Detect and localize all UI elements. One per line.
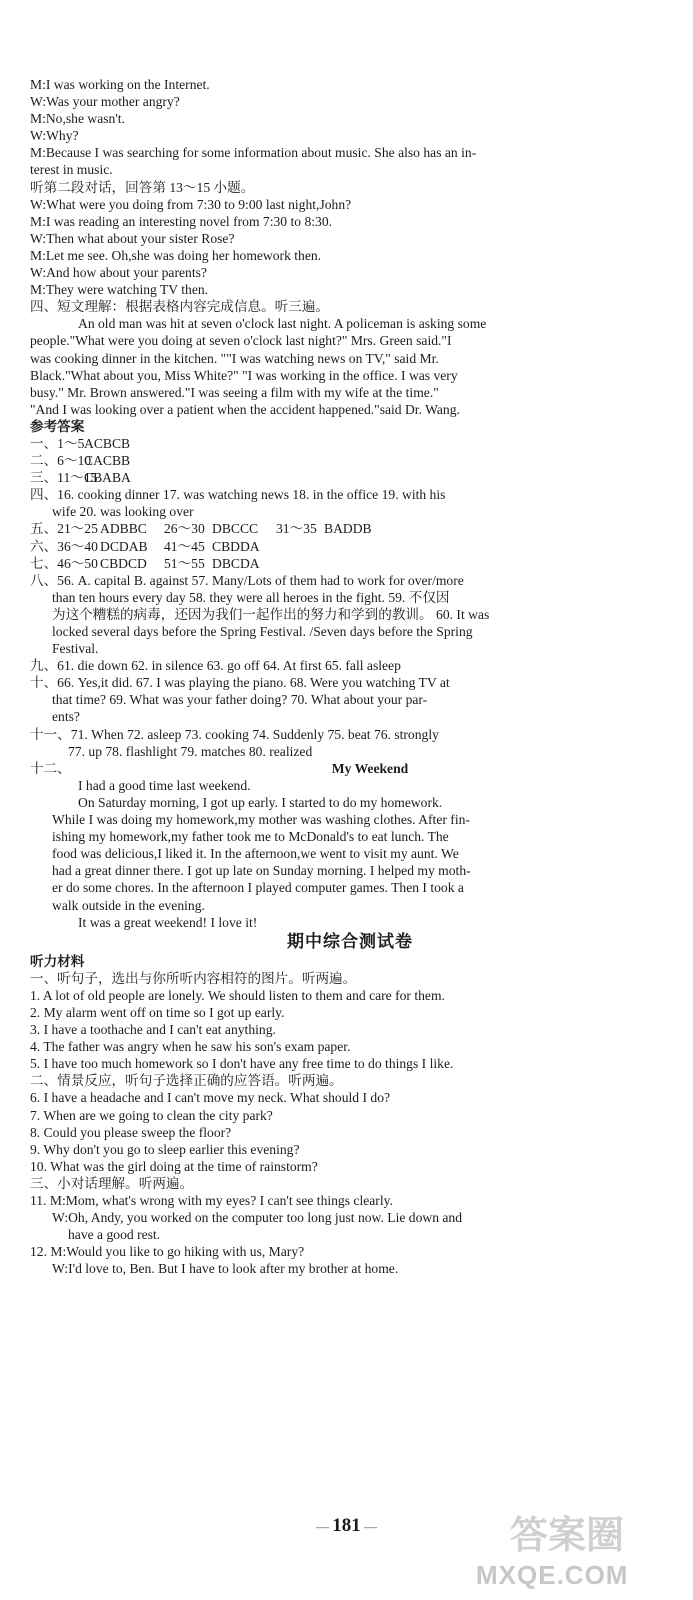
answer-row — [30, 452, 670, 469]
answer-key: ADBBC — [100, 521, 147, 537]
answer-line: 十一、71. When 72. asleep 73. cooking 74. Suddenly 75. beat 76. strongly — [30, 726, 439, 742]
listening-line: have a good rest. — [68, 1227, 161, 1243]
listening-line: 2. My alarm went off on time so I got up early. — [30, 1004, 285, 1020]
text-line: W:What were you doing from 7:30 to 9:00 last night,John? — [30, 196, 352, 212]
answer-line: 77. up 78. flashlight 79. matches 80. realized — [68, 743, 313, 759]
watermark-text: 答案圈 — [510, 1513, 625, 1557]
listening-line: 二、情景反应，听句子选择正确的应答语。听两遍。 — [30, 1073, 343, 1089]
essay-line: While I was doing my homework,my mother was washing clothes. After fin- — [52, 812, 470, 828]
page-content — [30, 76, 670, 1277]
answer-line: 十、66. Yes,it did. 67. I was playing the piano. 68. Were you watching TV at — [30, 675, 450, 691]
text-line: M:I was working on the Internet. — [30, 77, 210, 92]
text-line: M:Let me see. Oh,she was doing her homework then. — [30, 247, 322, 263]
listening-line: 9. Why don't you go to sleep earlier this evening? — [30, 1141, 300, 1157]
section-heading: 四、短文理解：根据表格内容完成信息。听三遍。 — [30, 299, 330, 315]
listening-line: 11. M:Mom, what's wrong with my eyes? I can't see things clearly. — [30, 1193, 393, 1208]
answer-line: 九、61. die down 62. in silence 63. go off 64. At first 65. fall asleep — [30, 658, 401, 674]
text-line: W:Then what about your sister Rose? — [30, 230, 235, 246]
answer-range: 31～35 — [276, 521, 317, 537]
answer-line: Festival. — [52, 641, 99, 657]
answer-line: locked several days before the Spring Festival. /Seven days before the Spring — [52, 624, 473, 639]
essay-line: er do some chores. In the afternoon I played computer games. Then I took a — [52, 880, 464, 896]
listening-line: 三、小对话理解。听两遍。 — [30, 1175, 194, 1191]
essay-line: food was delicious,I liked it. In the afternoon,we went to visit my aunt. We — [52, 846, 459, 862]
listening-line: 1. A lot of old people are lonely. We should listen to them and care for them. — [30, 987, 445, 1003]
answer-range: 三、11～15 — [30, 470, 98, 486]
text-line: M:I was reading an interesting novel from 7:30 to 8:30. — [30, 213, 333, 229]
answer-row — [30, 538, 670, 555]
text-line: M:Because I was searching for some information about music. She also has an in- — [30, 145, 477, 161]
essay-line: walk outside in the evening. — [52, 897, 205, 913]
answer-range: 26～30 — [164, 521, 205, 537]
answer-line: 四、16. cooking dinner 17. was watching news 18. in the office 19. with his — [30, 487, 446, 503]
answer-row — [30, 435, 670, 452]
essay-line: ishing my homework,my father took me to McDonald's to eat lunch. The — [52, 829, 449, 845]
answer-key: DBCDA — [212, 555, 260, 571]
watermark-logo — [470, 1500, 680, 1595]
page-footer: — 181 — — [316, 1515, 377, 1536]
answer-line: ents? — [52, 709, 80, 725]
passage-line: An old man was hit at seven o'clock last night. A policeman is asking some — [78, 316, 487, 332]
answer-key: CBDDA — [212, 538, 260, 554]
answer-line: than ten hours every day 58. they were all heroes in the fight. 59. 不仅因 — [52, 589, 450, 605]
answer-row — [30, 469, 670, 486]
text-line: terest in music. — [30, 162, 113, 178]
answer-range: 51～55 — [164, 555, 205, 571]
listening-line: 8. Could you please sweep the floor? — [30, 1124, 232, 1140]
text-line: W:Was your mother angry? — [30, 94, 180, 110]
answer-row — [30, 555, 670, 572]
listening-line: 5. I have too much homework so I don't have any free time to do things I like. — [30, 1056, 454, 1072]
text-line: W:And how about your parents? — [30, 265, 207, 281]
answer-range: 一、1～5 — [30, 435, 85, 451]
listening-line: 10. What was the girl doing at the time of rainstorm? — [30, 1158, 318, 1174]
answer-range: 41～45 — [164, 538, 205, 554]
answer-line: 为这个糟糕的病毒，还因为我们一起作出的努力和学到的教训。 60. It was — [52, 606, 490, 622]
essay-number: 十二、 — [30, 760, 71, 776]
page-number: 181 — [332, 1515, 361, 1536]
listening-line: 一、听句子，选出与你所听内容相符的图片。听两遍。 — [30, 970, 357, 986]
text-line: W:Why? — [30, 128, 79, 144]
passage-line: "And I was looking over a patient when the accident happened."said Dr. Wang. — [30, 401, 460, 417]
answer-line: that time? 69. What was your father doing? 70. What about your par- — [52, 692, 428, 708]
text-line: 听第二段对话，回答第 13～15 小题。 — [30, 179, 255, 195]
essay-line: I had a good time last weekend. — [78, 777, 251, 793]
answer-range: 六、36～40 — [30, 538, 98, 554]
text-line: M:No,she wasn't. — [30, 111, 125, 127]
listening-line: 7. When are we going to clean the city park? — [30, 1107, 273, 1123]
essay-line: had a great dinner there. I got up late on Sunday morning. I helped my moth- — [52, 863, 471, 879]
essay-line: On Saturday morning, I got up early. I started to do my homework. — [78, 794, 443, 810]
answer-key: CBABA — [84, 470, 131, 486]
answer-line: 八、56. A. capital B. against 57. Many/Lots of them had to work for over/more — [30, 572, 464, 588]
passage-line: people."What were you doing at seven o'clock last night?" Mrs. Green said."I — [30, 333, 452, 349]
essay-line: It was a great weekend! I love it! — [78, 914, 258, 930]
answer-key: DBCCC — [212, 521, 259, 537]
listening-line: 3. I have a toothache and I can't eat anything. — [30, 1022, 276, 1038]
answers-heading: 参考答案 — [30, 418, 85, 434]
listening-line: 6. I have a headache and I can't move my neck. What should I do? — [30, 1090, 391, 1106]
listening-line: W:Oh, Andy, you worked on the computer too long just now. Lie down and — [52, 1210, 463, 1226]
answer-key: BADDB — [324, 521, 372, 537]
passage-line: was cooking dinner in the kitchen. ""I was watching news on TV," said Mr. — [30, 350, 439, 366]
answer-key: CACBB — [84, 453, 131, 469]
answer-range: 五、21～25 — [30, 521, 98, 537]
text-line: M:They were watching TV then. — [30, 282, 209, 298]
answer-line: wife 20. was looking over — [52, 504, 194, 520]
answer-range: 七、46～50 — [30, 555, 98, 571]
listening-line: 12. M:Would you like to go hiking with us, Mary? — [30, 1244, 305, 1260]
answer-range: 二、6～10 — [30, 453, 92, 469]
passage-line: Black."What about you, Miss White?" "I was working in the office. I was very — [30, 367, 458, 383]
answer-row — [30, 520, 670, 537]
listening-line: W:I'd love to, Ben. But I have to look after my brother at home. — [52, 1261, 399, 1277]
watermark-url: MXQE.COM — [476, 1560, 629, 1590]
answer-key: ACBCB — [84, 435, 131, 451]
essay-title: My Weekend — [331, 760, 409, 776]
section-title: 期中综合测试卷 — [287, 931, 413, 951]
answer-key: CBDCD — [100, 555, 147, 571]
passage-line: busy." Mr. Brown answered."I was seeing a film with my wife at the time." — [30, 384, 439, 400]
listening-heading: 听力材料 — [30, 953, 85, 969]
answer-key: DCDAB — [100, 538, 148, 554]
essay-heading — [30, 760, 670, 777]
listening-line: 4. The father was angry when he saw his son's exam paper. — [30, 1039, 351, 1055]
